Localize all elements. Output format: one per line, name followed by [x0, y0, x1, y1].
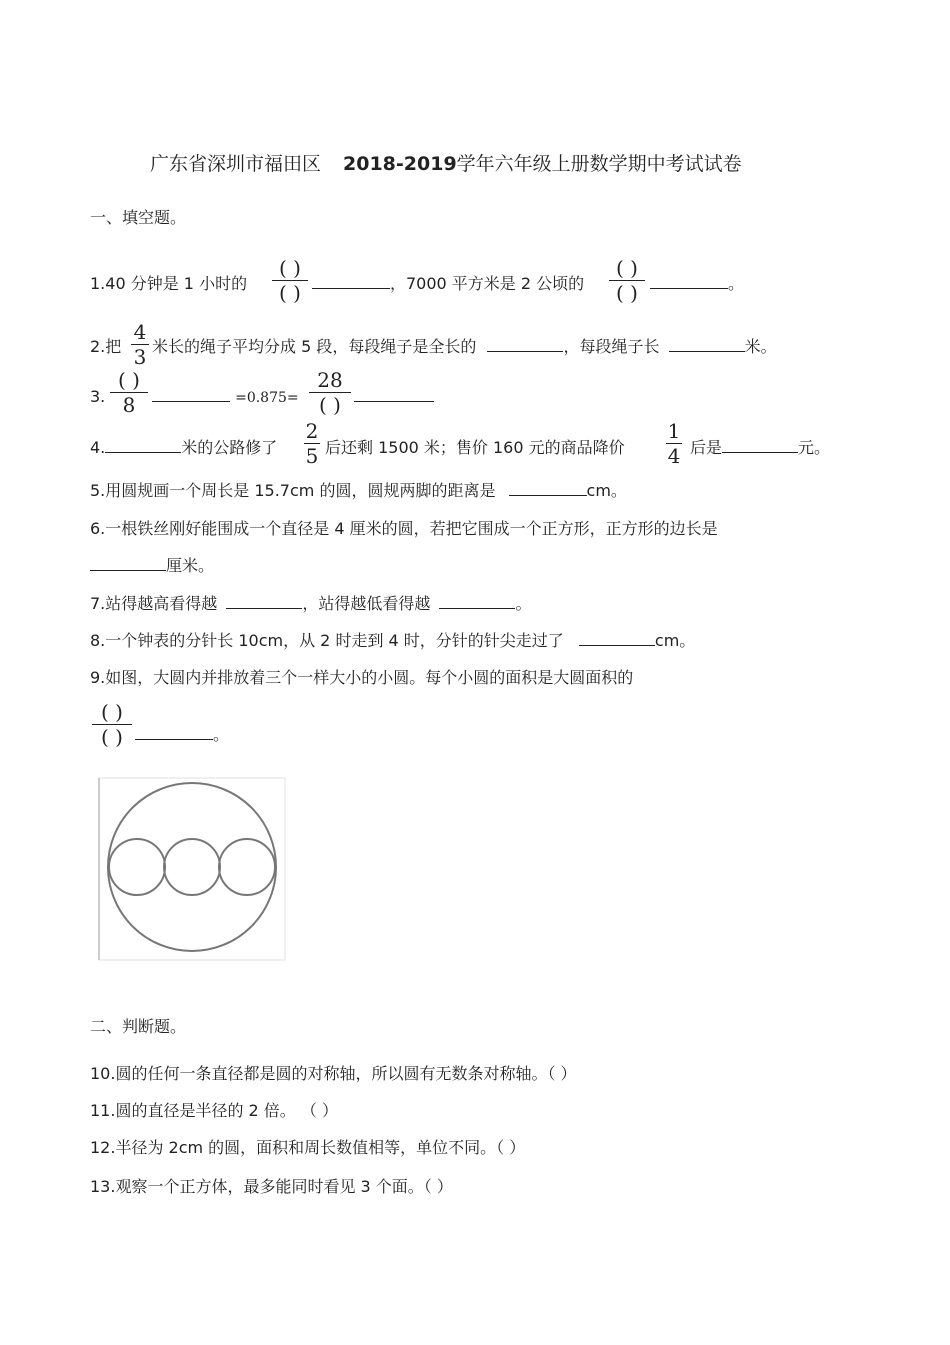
section-heading-fill-in: 一、填空题。: [90, 208, 187, 227]
q1-line-2: [312, 274, 584, 294]
question-13: 13.观察一个正方体，最多能同时看见 3 个面。（ ）: [90, 1177, 453, 1196]
answer-blank[interactable]: [509, 494, 587, 496]
question-12: 12.半径为 2cm 的圆，面积和周长数值相等，单位不同。（ ）: [90, 1138, 526, 1157]
question-6-cont: 厘米。: [90, 556, 214, 576]
answer-blank[interactable]: [650, 287, 728, 289]
figure-frame: [99, 778, 285, 960]
question-2: 米长的绳子平均分成 5 段，每段绳子是全长的 ，每段绳子长 米。: [152, 337, 777, 356]
question-7: 7.站得越高看得越 ，站得越低看得越 。: [90, 594, 532, 613]
answer-blank[interactable]: [354, 400, 434, 402]
q3-line-end: [354, 387, 434, 407]
q4-fraction-1: 2 5: [305, 419, 319, 468]
question-11: 11.圆的直径是半径的 2 倍。 （ ）: [90, 1101, 338, 1120]
q9-fraction: ( ) ( ): [92, 702, 132, 747]
answer-blank[interactable]: [312, 287, 390, 289]
question-6: 6.一根铁丝刚好能围成一个直径是 4 厘米的圆，若把它围成一个正方形，正方形的边长是: [90, 519, 718, 538]
answer-blank[interactable]: [722, 451, 798, 453]
question-9: 9.如图，大圆内并排放着三个一样大小的小圆。每个小圆的面积是大圆面积的: [90, 668, 634, 687]
answer-blank[interactable]: [152, 400, 230, 402]
title-year: 2018-2019: [343, 153, 457, 175]
q1-fraction-1: ( ) ( ): [272, 258, 308, 303]
q3-fraction-2: 28 ( ): [309, 370, 351, 415]
answer-blank[interactable]: [105, 451, 181, 453]
answer-blank[interactable]: [439, 607, 515, 609]
answer-blank[interactable]: [669, 350, 745, 352]
answer-blank[interactable]: [579, 644, 655, 646]
q3-text-a: 3.: [90, 387, 106, 406]
title-part1: 广东省深圳市福田区: [150, 153, 322, 175]
q4-text-c: 后还剩 1500 米；售价 160 元的商品降价: [325, 438, 625, 457]
q3-fraction-1: ( ) 8: [110, 370, 148, 415]
answer-blank[interactable]: [487, 350, 563, 352]
question-5: 5.用圆规画一个周长是 15.7cm 的圆，圆规两脚的距离是 cm。: [90, 481, 627, 500]
q2-text-a: 2.把: [90, 337, 122, 356]
q1-text-a: 1.40 分钟是 1 小时的: [90, 274, 248, 293]
title-part3: 学年六年级上册数学期中考试试卷: [456, 153, 742, 175]
q2-fraction: 4 3: [131, 322, 149, 367]
question-3: =0.875=: [152, 387, 299, 408]
answer-blank[interactable]: [90, 569, 166, 571]
answer-blank[interactable]: [135, 738, 213, 740]
q4-line-end: 后是 元。: [690, 438, 831, 457]
q1-line-3: 。: [650, 274, 744, 294]
page-title: [150, 152, 742, 176]
answer-blank[interactable]: [226, 607, 302, 609]
circles-figure: [98, 777, 286, 961]
q1-text-b: ，7000 平方米是 2 公顷的: [390, 274, 585, 293]
q9-line-end: 。: [135, 725, 229, 745]
q1-fraction-2: ( ) ( ): [609, 258, 645, 303]
question-8: 8.一个钟表的分针长 10cm，从 2 时走到 4 时，分针的针尖走过了 cm。: [90, 631, 696, 650]
question-1: [90, 274, 247, 294]
question-10: 10.圆的任何一条直径都是圆的对称轴，所以圆有无数条对称轴。（ ）: [90, 1064, 577, 1083]
question-4: 4. 米的公路修了: [90, 438, 278, 457]
q4-fraction-2: 1 4: [667, 419, 681, 468]
section-heading-true-false: 二、判断题。: [90, 1017, 187, 1036]
